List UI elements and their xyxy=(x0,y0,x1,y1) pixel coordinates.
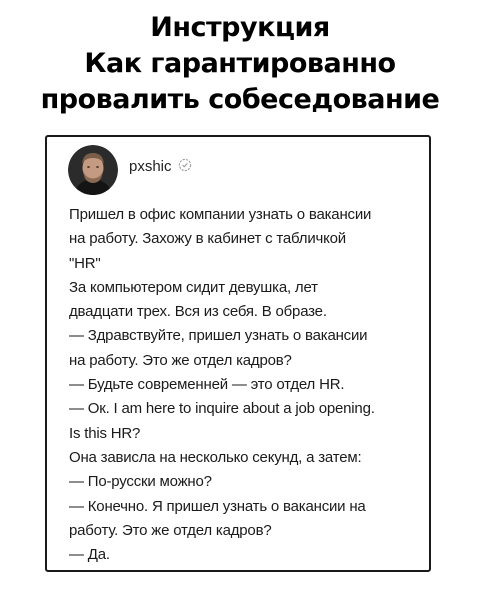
post-line-6: — Здравствуйте, пришел узнать о вакансии xyxy=(69,327,368,345)
headline-subtitle-line-2: провалить собеседование xyxy=(40,84,440,115)
post-line-4: За компьютером сидит девушка, лет xyxy=(69,278,318,296)
headline xyxy=(0,10,480,118)
post-line-2: на работу. Захожу в кабинет с табличкой xyxy=(69,230,346,248)
post-author[interactable]: pxshic xyxy=(129,158,172,175)
post-line-7: на работу. Это же отдел кадров? xyxy=(69,351,292,369)
post-line-8: — Будьте современней — это отдел HR. xyxy=(69,376,345,394)
verified-badge-icon xyxy=(178,158,192,177)
post-line-14: работу. Это же отдел кадров? xyxy=(69,521,272,539)
post-text xyxy=(69,203,419,567)
headline-title: Инструкция xyxy=(150,12,330,43)
post-line-11: Она зависла на несколько секунд, а затем: xyxy=(69,448,362,466)
post-line-3: "HR" xyxy=(69,254,101,272)
post-card xyxy=(45,135,431,572)
post-line-5: двадцати трех. Вся из себя. В образе. xyxy=(69,303,327,321)
avatar-image xyxy=(68,145,118,195)
headline-subtitle-line-1: Как гарантированно xyxy=(84,48,396,79)
post-line-9: — Ок. I am here to inquire about a job opening. xyxy=(69,400,375,418)
avatar[interactable] xyxy=(68,145,118,195)
post-line-15: — Да. xyxy=(69,546,110,564)
post-line-13: — Конечно. Я пришел узнать о вакансии на xyxy=(69,497,366,515)
post-line-1: Пришел в офис компании узнать о вакансии xyxy=(69,206,372,223)
post-line-12: — По-русски можно? xyxy=(69,473,212,491)
post-line-10: Is this HR? xyxy=(69,424,141,442)
